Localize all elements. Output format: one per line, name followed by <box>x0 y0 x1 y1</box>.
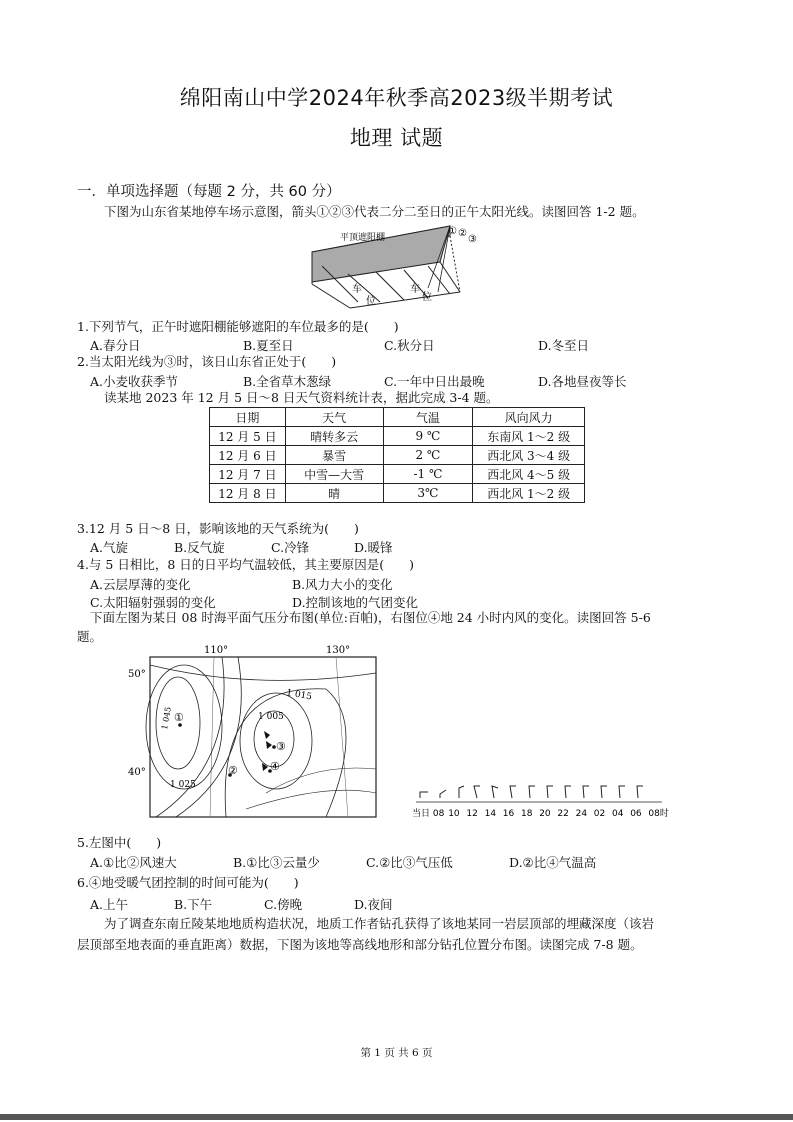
q5-option-a[interactable]: A.①比②风速大 <box>90 855 177 870</box>
spot-label-wei: 位 <box>366 296 376 307</box>
ray-3-label: ③ <box>468 234 477 245</box>
question-1: 1.下列节气，正午时遮阳棚能够遮阳的车位最多的是( ) <box>77 319 399 334</box>
weather-table <box>209 407 585 503</box>
q4-option-d[interactable]: D.控制该地的气团变化 <box>292 595 419 610</box>
q2-option-b[interactable]: B.全省草木葱绿 <box>243 374 332 389</box>
isobar-1005-label: 1 005 <box>258 712 284 722</box>
page-subtitle: 地理 试题 <box>349 126 444 150</box>
wind-chart <box>412 778 682 824</box>
ray-2-label: ② <box>458 228 467 239</box>
q5-option-c[interactable]: C.②比③气压低 <box>366 855 453 870</box>
spot-label-che2: 车 <box>410 284 420 295</box>
q4-option-c[interactable]: C.太阳辐射强弱的变化 <box>90 595 216 610</box>
q1-option-b[interactable]: B.夏至日 <box>243 338 294 353</box>
wind-tick-label: 10 <box>448 809 460 819</box>
point-2: ② <box>228 764 238 777</box>
table-header-row <box>210 408 585 427</box>
wind-tick-label: 14 <box>484 809 497 819</box>
table-row: 12 月 8 日 晴 3℃ 西北风 1～2 级 <box>210 484 585 503</box>
intro-1-2: 下图为山东省某地停车场示意图，箭头①②③代表二分二至日的正午太阳光线。读图回答 1-2 题。 <box>104 204 645 219</box>
lat-50-label: 50° <box>128 669 146 680</box>
wind-tick-label: 20 <box>539 809 551 819</box>
q6-option-b[interactable]: B.下午 <box>174 897 213 912</box>
bottom-bar <box>0 1114 793 1120</box>
pressure-map <box>126 643 378 821</box>
isobar-1015-label: 1 015 <box>285 688 313 703</box>
page-title: 绵阳南山中学2024年秋季高2023级半期考试 <box>179 86 614 110</box>
point-4: ④ <box>270 760 280 773</box>
page-footer: 第 1 页 共 6 页 <box>360 1047 433 1059</box>
intro-3-4: 读某地 2023 年 12 月 5 日～8 日天气资料统计表，据此完成 3-4 题。 <box>104 390 499 405</box>
isobar-1025-label: 1 025 <box>170 780 196 790</box>
wind-tick-label: 06 <box>630 809 642 819</box>
table-header: 天气 <box>285 408 383 427</box>
q1-option-a[interactable]: A.春分日 <box>90 338 141 353</box>
wind-tick-label: 16 <box>502 809 515 819</box>
table-header: 风向风力 <box>473 408 585 427</box>
wind-tick-label: 08时 <box>648 809 669 819</box>
question-3: 3.12 月 5 日～8 日，影响该地的天气系统为( ) <box>77 521 359 536</box>
table-header: 日期 <box>210 408 286 427</box>
intro-7-8-line1: 为了调查东南丘陵某地地质构造状况，地质工作者钻孔获得了该地某同一岩层顶部的埋藏深度（该岩 <box>104 916 655 931</box>
q3-option-c[interactable]: C.冷锋 <box>271 540 310 555</box>
q3-option-a[interactable]: A.气旋 <box>90 540 129 555</box>
spot-label-che: 车 <box>352 284 362 295</box>
ray-1-label: ① <box>448 226 457 237</box>
lon-130-label: 130° <box>326 645 351 656</box>
wind-barbs <box>420 786 643 798</box>
wind-tick-label: 22 <box>557 809 569 819</box>
question-2: 2.当太阳光线为③时，该日山东省正处于( ) <box>77 354 337 369</box>
table-row: 12 月 6 日 暴雪 2 ℃ 西北风 3～4 级 <box>210 446 585 465</box>
q6-option-a[interactable]: A.上午 <box>90 897 129 912</box>
question-4: 4.与 5 日相比，8 日的日平均气温较低，其主要原因是( ) <box>77 557 415 572</box>
q5-option-d[interactable]: D.②比④气温高 <box>509 855 597 870</box>
table-row: 12 月 5 日 晴转多云 9 ℃ 东南风 1～2 级 <box>210 427 585 446</box>
lon-110-label: 110° <box>204 645 229 656</box>
q2-option-a[interactable]: A.小麦收获季节 <box>90 374 179 389</box>
table-row: 12 月 7 日 中雪—大雪 -1 ℃ 西北风 4～5 级 <box>210 465 585 484</box>
front-symbol <box>264 731 270 739</box>
q6-option-c[interactable]: C.傍晚 <box>264 897 303 912</box>
front-symbol <box>266 741 272 749</box>
wind-tick-label: 18 <box>521 809 533 819</box>
q6-option-d[interactable]: D.夜间 <box>354 897 393 912</box>
shed-label: 平顶遮阳棚 <box>340 233 386 243</box>
wind-tick-label: 12 <box>466 809 478 819</box>
q4-option-a[interactable]: A.云层厚薄的变化 <box>90 577 191 592</box>
wind-tick-label: 24 <box>575 809 588 819</box>
section-heading: 一．单项选择题（每题 2 分，共 60 分） <box>77 184 341 200</box>
q2-option-d[interactable]: D.各地昼夜等长 <box>538 374 627 389</box>
question-5: 5.左图中( ) <box>77 835 162 850</box>
wind-tick-label: 02 <box>593 809 606 819</box>
intro-5-6-line1: 下面左图为某日 08 时海平面气压分布图(单位:百帕)，右图位④地 24 小时内风的变化。读图回答 5-6 <box>90 610 651 625</box>
point-3: ③ <box>276 740 286 753</box>
isobar-1045-label: 1 045 <box>159 706 173 731</box>
q4-option-b[interactable]: B.风力大小的变化 <box>292 577 393 592</box>
wind-tick-label: 04 <box>612 809 624 819</box>
question-6: 6.④地受暖气团控制的时间可能为( ) <box>77 875 299 890</box>
q3-option-b[interactable]: B.反气旋 <box>174 540 225 555</box>
table-header: 气温 <box>383 408 473 427</box>
q1-option-d[interactable]: D.冬至日 <box>538 338 590 353</box>
lat-40-label: 40° <box>128 767 146 778</box>
intro-7-8-line2: 层顶部至地表面的垂直距离）数据，下图为该地等高线地形和部分钻孔位置分布图。读图完成 7-8 题。 <box>77 937 643 952</box>
q5-option-b[interactable]: B.①比③云量少 <box>233 855 320 870</box>
q3-option-d[interactable]: D.暖锋 <box>354 540 393 555</box>
q2-option-c[interactable]: C.一年中日出最晚 <box>384 374 485 389</box>
spot-label-wei2: 位 <box>422 292 432 303</box>
wind-tick-label: 当日 08 <box>412 809 445 819</box>
intro-5-6-line2: 题。 <box>77 629 103 644</box>
point-1: ① <box>174 711 184 724</box>
parking-shed-figure <box>300 222 490 314</box>
q1-option-c[interactable]: C.秋分日 <box>384 338 435 353</box>
